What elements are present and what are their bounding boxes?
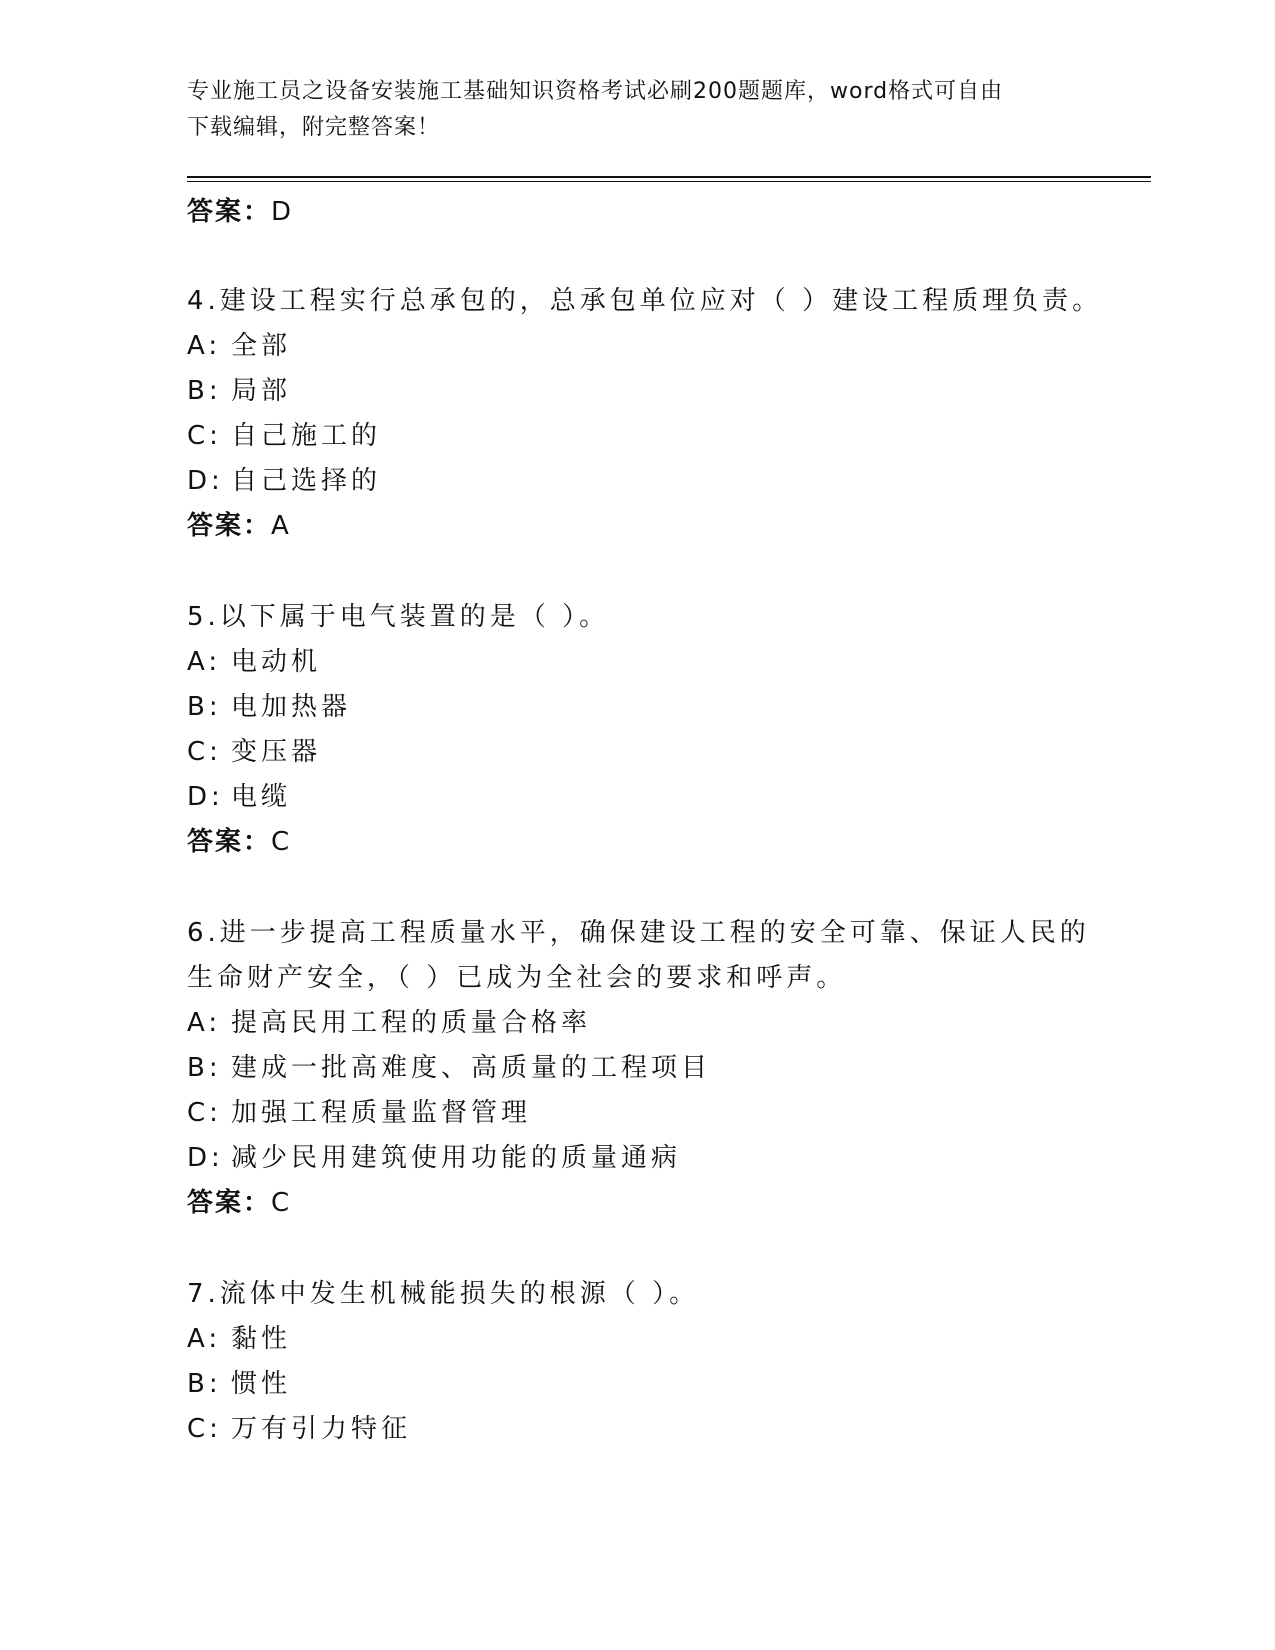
question-stem-line-2: 生命财产安全，（ ）已成为全社会的要求和呼声。 [187,963,847,993]
option-c [187,1407,1151,1452]
option-a [187,1001,1151,1046]
option-key: D: [187,782,224,812]
answer-label: 答案： [187,827,272,857]
option-text: 全部 [231,331,292,361]
option-d [187,459,1151,504]
option-d [187,775,1151,820]
option-text: 电加热器 [231,692,352,722]
option-c [187,414,1151,459]
answer [187,1181,1151,1226]
option-c [187,730,1151,775]
option-key: B: [187,376,222,406]
option-text: 建成一批高难度、高质量的工程项目 [231,1053,712,1083]
option-text: 局部 [231,376,292,406]
answer [187,820,1151,865]
option-key: A: [187,1008,222,1038]
option-key: D: [187,466,224,496]
option-text: 黏性 [231,1324,292,1354]
question-stem-line-1: 6.进一步提高工程质量水平，确保建设工程的安全可靠、保证人民的 [187,918,1090,948]
header-divider-thick [187,176,1151,178]
option-text: 万有引力特征 [231,1414,412,1444]
option-key: D: [187,1143,224,1173]
question-5 [187,595,1151,865]
option-b [187,685,1151,730]
question-4 [187,279,1151,549]
option-key: A: [187,1324,222,1354]
header-line-2: 下载编辑，附完整答案！ [187,115,441,140]
option-text: 变压器 [231,737,322,767]
answer [187,504,1151,549]
answer-label: 答案： [187,197,272,227]
question-stem: 4.建设工程实行总承包的，总承包单位应对（ ）建设工程质理负责。 [187,286,1103,316]
option-b [187,369,1151,414]
option-key: B: [187,692,222,722]
option-a [187,1317,1151,1362]
option-a [187,640,1151,685]
answer-value: C [271,1188,292,1218]
option-key: B: [187,1053,222,1083]
option-c [187,1091,1151,1136]
option-text: 惯性 [231,1369,292,1399]
question-list [187,190,1151,1452]
option-key: C: [187,1414,222,1444]
option-text: 减少民用建筑使用功能的质量通病 [231,1143,682,1173]
option-text: 加强工程质量监督管理 [231,1098,532,1128]
option-text: 自己施工的 [231,421,382,451]
option-text: 提高民用工程的质量合格率 [231,1008,592,1038]
answer-label: 答案： [187,511,272,541]
option-key: B: [187,1369,222,1399]
header-line-1: 专业施工员之设备安装施工基础知识资格考试必刷200题题库，word格式可自由 [187,79,1004,104]
option-key: C: [187,737,222,767]
option-b [187,1362,1151,1407]
question-7 [187,1272,1151,1452]
option-text: 电缆 [231,782,292,812]
question-6 [187,911,1151,1226]
option-key: C: [187,421,222,451]
answer-value: A [271,511,291,541]
option-text: 电动机 [231,647,322,677]
document-header [187,74,1087,146]
answer-value: D [271,197,294,227]
answer-label: 答案： [187,1188,272,1218]
answer-value: C [271,827,292,857]
question-stem: 7.流体中发生机械能损失的根源（ ）。 [187,1279,700,1309]
question-stem: 5.以下属于电气装置的是（ ）。 [187,602,610,632]
option-a [187,324,1151,369]
option-key: A: [187,647,222,677]
option-key: C: [187,1098,222,1128]
option-b [187,1046,1151,1091]
option-d [187,1136,1151,1181]
header-divider-thin [187,181,1151,182]
option-text: 自己选择的 [231,466,382,496]
option-key: A: [187,331,222,361]
previous-answer [187,190,1151,235]
